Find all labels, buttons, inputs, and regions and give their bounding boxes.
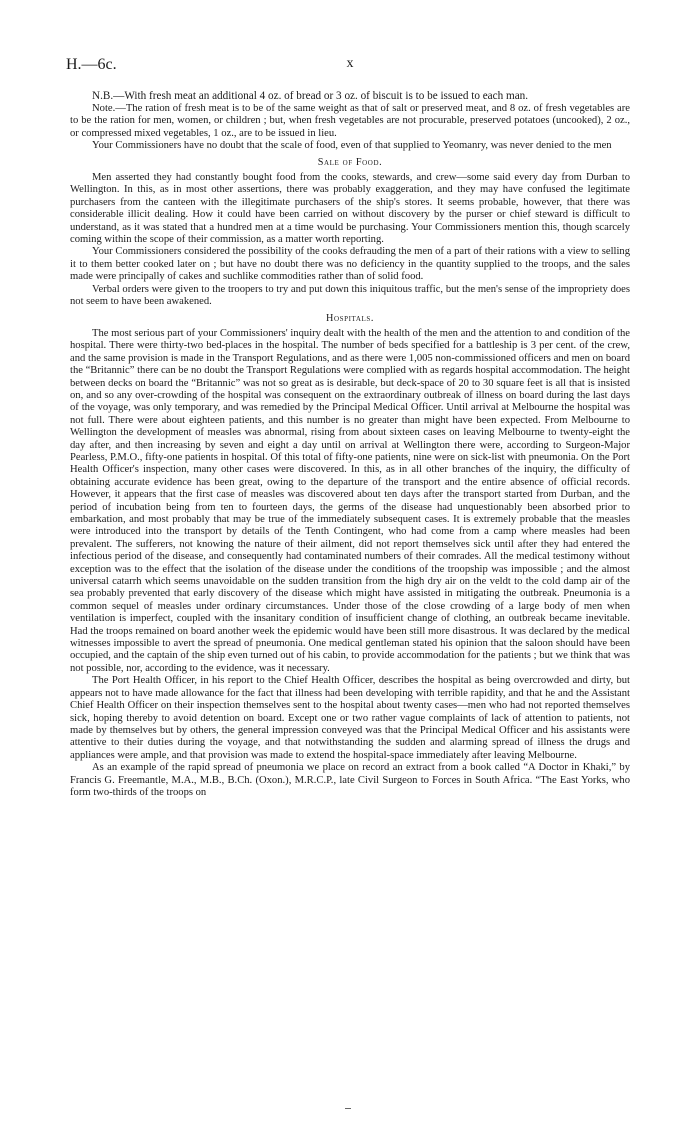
sale-paragraph-3: Verbal orders were given to the troopers to try and put down this iniquitous traffic, but the men's sense of the impropriety does not seem to have been awakened. — [70, 283, 630, 308]
nb-paragraph: N.B.—With fresh meat an additional 4 oz. of bread or 3 oz. of biscuit is to be issued to each man. — [92, 90, 529, 102]
page-header — [66, 56, 634, 78]
note-paragraph: Note.—The ration of fresh meat is to be of the same weight as that of salt or preserved meat, and 8 oz. of fresh vegetables are to be the ration for men, women, or children ; but, when fresh vegetables are not procurable, preserved potatoes (uncooked), 2 oz., or compressed mixed vegetables, 1 oz., are to be issued in lieu. — [70, 103, 630, 139]
hospitals-paragraph-3: As an example of the rapid spread of pneumonia we place on record an extract from a book called “A Doctor in Khaki,” by Francis G. Freemantle, M.A., M.B., B.Ch. (Oxon.), M.R.C.P., late Civil Surgeon to Forces in South Africa. “The East Yorks, who form two-thirds of the troops on — [70, 762, 630, 798]
page-number: x — [346, 56, 354, 71]
hospitals-paragraph-2: The Port Health Officer, in his report to the Chief Health Officer, describes the hospital as being overcrowded and dirty, but appears not to have made allowance for the fact that illness had been developing with terrible rapidity, and that he and the Assistant Chief Health Officer on their inspection themselves sent to the hospital about twenty cases—men who had not reported themselves sick, hoping thereby to avoid detention on board. Except one or two rather vague complaints of lack of attention to patients, not made by themselves but by others, the general impression conveyed was that the Principal Medical Officer and his assistants were attentive to their duties during the voyage, and that notwithstanding the sudden and alarming spread of illness the drugs and appliances were ample, and that provision was made to extend the hospital-space immediately after leaving Melbourne. — [70, 675, 630, 761]
section-heading-hospitals: Hospitals. — [325, 312, 375, 324]
sale-paragraph-1: Men asserted they had constantly bought food from the cooks, stewards, and crew—some said every day from Durban to Wellington. In this, as in most other assertions, there was probably exaggeration, and they may have confused the legitimate purchasers from the canteen with the illegitimate purchasers of the ship's stores. It seems probable, however, that there was considerable illicit dealing. How it could have been carried on without discovery by the purser or chief steward is difficult to understand, as it was stated that a hundred men at a time would be purchasing. Your Commissioners mention this, though scarcely coming within the scope of their commission, as a matter worth reporting. — [70, 172, 630, 246]
scale-paragraph: Your Commissioners have no doubt that the scale of food, even of that supplied to Yeomanry, was never denied to the men — [92, 140, 612, 152]
document-body — [70, 90, 630, 799]
footer-dash — [345, 1108, 351, 1109]
document-reference: H.—6c. — [66, 56, 117, 73]
section-heading-sale-of-food: Sale of Food. — [317, 156, 383, 168]
hospitals-paragraph-1: The most serious part of your Commissioners' inquiry dealt with the health of the men and the attention to and condition of the hospital. There were thirty-two bed-places in the hospital. The number of beds specified for a battleship is 3 per cent. of the crew, and the same provision is made in the Transport Regulations, and as there were 1,005 non-commissioned officers and men on board the “Britannic” there can be no doubt the Transport Regulations were complied with as regards hospital accommodation. The height between decks on board the “Britannic” was not so great as is desirable, but deck-space of 20 to 30 square feet is all that is insisted on, and so any over-crowding of the hospital was consequent on the extraordinary outbreak of illness on board during the last days of the voyage, was only temporary, and was remedied by the Principal Medical Officer. Until arrival at Melbourne the hospital was not full. There were about eighteen patients, and this number is no greater than might have been expected. From Melbourne to Wellington the development of measles was abnormal, rising from about sixteen cases on leaving Melbourne to twenty-eight the day after, and then increasing by seven and eight a day until on arrival at Wellington there were, according to Surgeon-Major Pearless, P.M.O., fifty-one patients in hospital. Of this total of fifty-one patients, nine were on sick-list with pneumonia. On the Port Health Officer's inspection, many other cases were discovered. In this, as in all other branches of the inquiry, the difficulty of obtaining accurate evidence has been great, owing to the departure of the transport and the entire absence of official records. However, it appears that the first case of measles was discovered about ten days after the transport started from Durban, and the period of incubation being from ten to fourteen days, the germs of the disease had unquestionably been absorbed prior to embarkation, and most probably that may be true of the immediately subsequent cases. It is extremely probable that the measles were introduced into the transport by details of the Tenth Contingent, who had come from a camp where measles had been prevalent. The sufferers, not knowing the nature of their ailment, did not report themselves sick until after they had entered the infectious period of the disease, and consequently had contaminated numbers of their comrades. All the medical testimony without exception was to the effect that the isolation of the disease under the conditions of the troopship was impossible ; and the almost universal catarrh which seems unavoidable on the sudden transition from the high dry air on the veldt to the cold damp air of the sea probably prevented that early discovery of the disease which might have assisted in mitigating the outbreak. Pneumonia is a common sequel of measles under ordinary circumstances. Under those of the close crowding of a large body of men when ventilation is imperfect, coupled with the insanitary condition of insufficient change of clothing, an outbreak became inevitable. Had the troops remained on board another week the epidemic would have been still more disastrous. It was declared by the medical witnesses impossible to avert the spread of pneumonia. One medical gentleman stated his opinion that the saloon should have been occupied, and the captain of the ship even turned out of his cabin, to provide accommodation for the patients ; but we think that was not possible, nor, according to the evidence, was it necessary. — [70, 327, 630, 674]
sale-paragraph-2: Your Commissioners considered the possibility of the cooks defrauding the men of a part of their rations with a view to selling it to them better cooked later on ; but have no doubt there was no deficiency in the quantity supplied to the troops, and the sales made were principally of cakes and suchlike commodities rather than of solid food. — [70, 246, 630, 283]
